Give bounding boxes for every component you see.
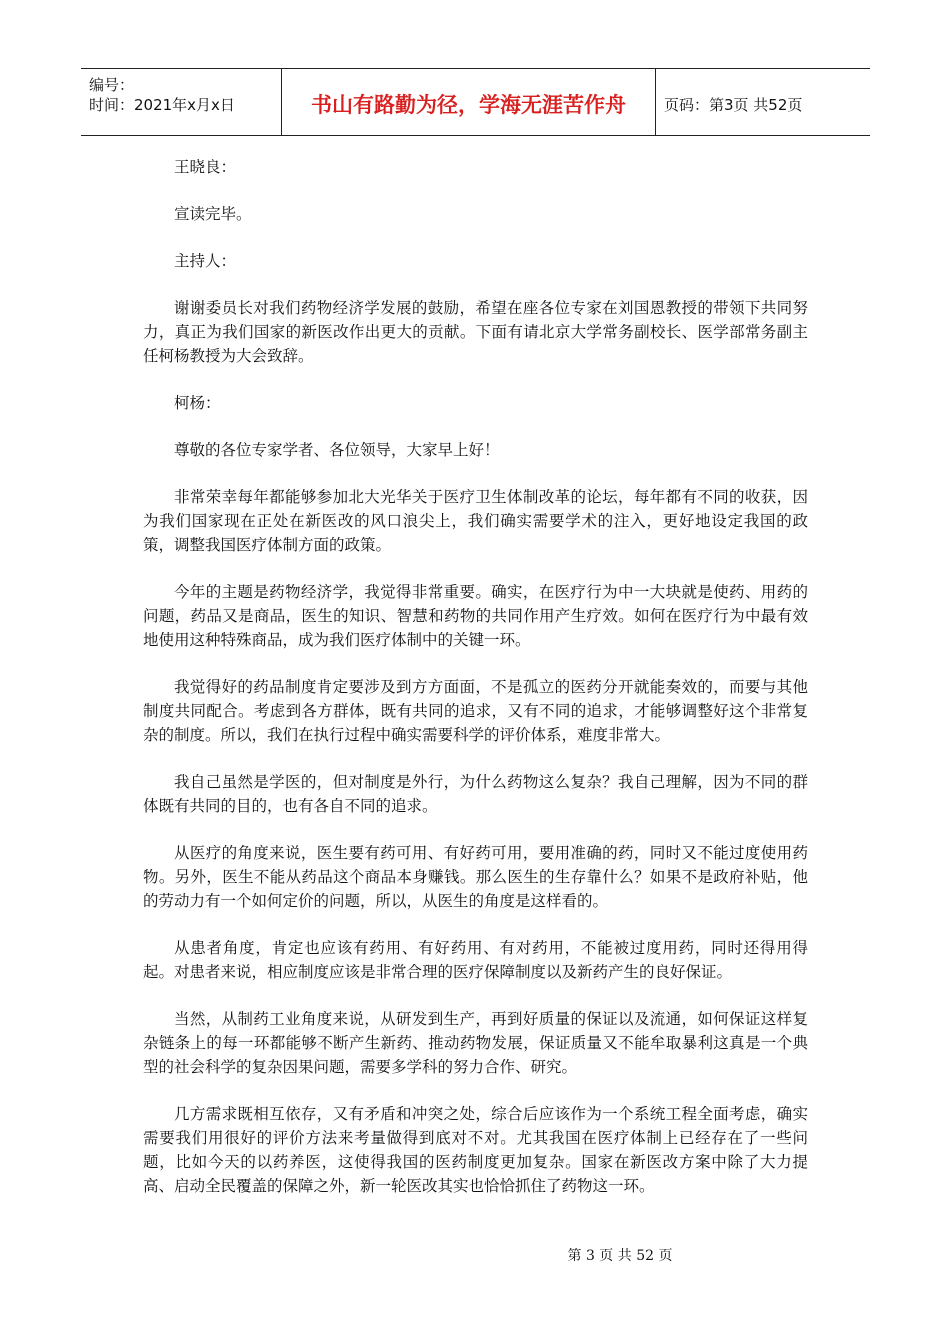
paragraph: 尊敬的各位专家学者、各位领导，大家早上好！ <box>174 441 500 459</box>
header-meta <box>81 69 281 135</box>
document-number-label: 编号： <box>89 76 135 94</box>
header-page-code: 页码：第3页 共52页 <box>664 95 803 114</box>
page-footer: 第 3 页 共 52 页 <box>567 1248 673 1264</box>
paragraph: 非常荣幸每年都能够参加北大光华关于医疗卫生体制改革的论坛，每年都有不同的收获，因为我们国家现在正处在新医改的风口浪尖上，我们确实需要学术的注入，更好地设定我国的政策，调整我国医疗体制方面的政策。 <box>143 488 808 554</box>
page-header <box>81 68 870 136</box>
paragraph: 我自己虽然是学医的，但对制度是外行，为什么药物这么复杂？我自己理解，因为不同的群体既有共同的目的，也有各自不同的追求。 <box>143 773 808 815</box>
paragraph: 几方需求既相互依存，又有矛盾和冲突之处，综合后应该作为一个系统工程全面考虑，确实需要我们用很好的评价方法来考量做得到底对不对。尤其我国在医疗体制上已经存在了一些问题，比如今天的以药养医，这使得我国的医药制度更加复杂。国家在新医改方案中除了大力提高、启动全民覆盖的保障之外，新一轮医改其实也恰恰抓住了药物这一环。 <box>143 1105 808 1195</box>
paragraph: 王晓良： <box>174 158 237 176</box>
paragraph: 从患者角度，肯定也应该有药用、有好药用、有对药用，不能被过度用药，同时还得用得起。对患者来说，相应制度应该是非常合理的医疗保障制度以及新药产生的良好保证。 <box>143 939 808 981</box>
paragraph: 我觉得好的药品制度肯定要涉及到方方面面，不是孤立的医药分开就能奏效的，而要与其他制度共同配合。考虑到各方群体，既有共同的追求，又有不同的追求，才能够调整好这个非常复杂的制度。所以，我们在执行过程中确实需要科学的评价体系，难度非常大。 <box>143 678 808 744</box>
header-slogan: 书山有路勤为径，学海无涯苦作舟 <box>311 93 626 117</box>
document-body <box>143 155 808 1221</box>
paragraph: 从医疗的角度来说，医生要有药可用、有好药可用，要用准确的药，同时又不能过度使用药物。另外，医生不能从药品这个商品本身赚钱。那么医生的生存靠什么？如果不是政府补贴，他的劳动力有一个如何定价的问题，所以，从医生的角度是这样看的。 <box>143 844 808 910</box>
paragraph: 主持人： <box>174 252 237 270</box>
header-divider <box>655 69 656 135</box>
paragraph: 今年的主题是药物经济学，我觉得非常重要。确实，在医疗行为中一大块就是使药、用药的问题，药品又是商品，医生的知识、智慧和药物的共同作用产生疗效。如何在医疗行为中最有效地使用这种特殊商品，成为我们医疗体制中的关键一环。 <box>143 583 808 649</box>
paragraph: 宣读完毕。 <box>174 205 252 223</box>
document-date-label: 时间：2021年x月x日 <box>89 96 235 114</box>
paragraph: 柯杨： <box>174 394 221 412</box>
paragraph: 当然，从制药工业角度来说，从研发到生产，再到好质量的保证以及流通，如何保证这样复杂链条上的每一环都能够不断产生新药、推动药物发展，保证质量又不能牟取暴利这真是一个典型的社会科学的复杂因果问题，需要多学科的努力合作、研究。 <box>143 1010 808 1076</box>
paragraph: 谢谢委员长对我们药物经济学发展的鼓励，希望在座各位专家在刘国恩教授的带领下共同努力，真正为我们国家的新医改作出更大的贡献。下面有请北京大学常务副校长、医学部常务副主任柯杨教授为大会致辞。 <box>143 299 808 365</box>
